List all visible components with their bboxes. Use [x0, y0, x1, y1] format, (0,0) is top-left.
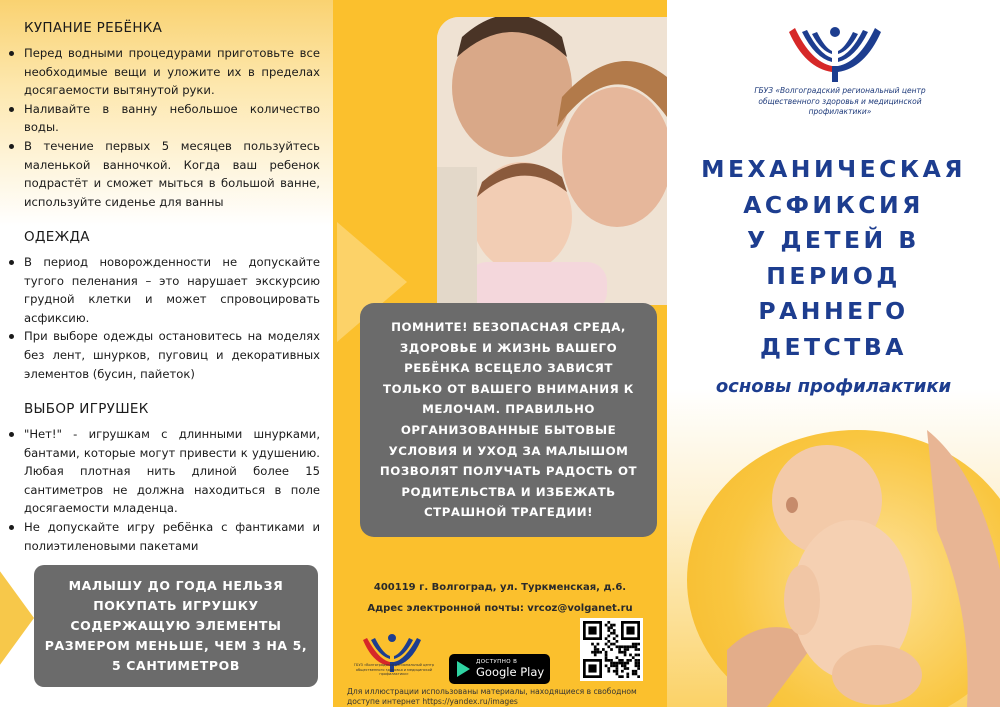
email: Адрес электронной почты: vrcoz@volganet.ru	[367, 603, 633, 614]
family-illustration	[437, 17, 667, 305]
baby-photo	[727, 410, 1000, 707]
list-item: В период новорожденности не допускайте тугого пеленания – это нарушает экскурсию грудной клетки и может спровоцировать асфиксию.	[8, 253, 320, 327]
title-line: МЕХАНИЧЕСКАЯ	[701, 155, 966, 183]
remember-callout: ПОМНИТЕ! БЕЗОПАСНАЯ СРЕДА, ЗДОРОВЬЕ И ЖИЗНЬ ВАШЕГО РЕБЁНКА ВСЕЦЕЛО ЗАВИСЯТ ТОЛЬКО ОТ ВАШЕГО ВНИМАНИЯ К МЕЛОЧАМ. ПРАВИЛЬНО ОРГАНИЗОВАННЫЕ БЫТОВЫЕ УСЛОВИЯ И УХОД ЗА МАЛЫШОМ ПОЗВОЛЯТ ПОЛУЧАТЬ РАДОСТЬ ОТ РОДИТЕЛЬСТВА И ИЗБЕЖАТЬ СТРАШНОЙ ТРАГЕДИИ!	[360, 303, 657, 537]
list-item: Не допускайте игру ребёнка с фантиками и полиэтиленовыми пакетами	[8, 518, 320, 555]
title-line: РАННЕГО	[758, 297, 909, 325]
qr-code[interactable]	[580, 618, 643, 681]
list-item: "Нет!" - игрушкам с длинными шнурками, бантами, которые могут привести к удушению. Любая плотная нить длиной более 15 сантиметров не должна находиться в поле досягаемости младенца.	[8, 425, 320, 518]
bathing-list	[8, 44, 320, 211]
title-line: ПЕРИОД	[766, 261, 901, 290]
clothing-list	[8, 253, 320, 383]
title-line: ДЕТСТВА	[760, 332, 907, 361]
chevron-decoration	[0, 563, 34, 673]
title-line: У ДЕТЕЙ В	[747, 226, 920, 254]
right-panel	[667, 0, 1000, 707]
section-heading-toys: ВЫБОР ИГРУШЕК	[24, 401, 149, 417]
list-item: При выборе одежды остановитесь на моделях без лент, шнурков, пуговиц и декоративных элементов (бусин, пайеток)	[8, 327, 320, 383]
brochure-subtitle: основы профилактики	[715, 376, 952, 397]
left-panel	[0, 0, 333, 707]
google-play-icon	[457, 661, 470, 677]
google-play-small: ДОСТУПНО В	[476, 659, 518, 665]
brochure-title	[667, 152, 1000, 365]
section-heading-clothing: ОДЕЖДА	[24, 229, 90, 245]
google-play-badge[interactable]	[449, 654, 550, 684]
logo-emblem-icon	[787, 20, 882, 90]
title-line: АСФИКСИЯ	[743, 190, 924, 219]
address: 400119 г. Волгоград, ул. Туркменская, д.6.	[373, 582, 627, 593]
list-item: В течение первых 5 месяцев пользуйтесь маленькой ванночкой. Когда ваш ребенок подрастёт и сможет мыться в большой ванне, используйте сиденье для ванны	[8, 137, 320, 211]
mini-logo-caption: ГБУЗ «Волгоградский региональный центр общественного здоровья и медицинской профилактики»	[353, 663, 435, 677]
google-play-big: Google Play	[476, 665, 545, 679]
family-photo	[437, 17, 667, 305]
list-item: Перед водными процедурами приготовьте все необходимые вещи и уложите их в пределах досягаемости вытянутой руки.	[8, 44, 320, 100]
image-credits: Для иллюстрации использованы материалы, находящиеся в свободном доступе интернет https://yandex.ru/images	[347, 687, 637, 706]
toy-size-callout: МАЛЫШУ ДО ГОДА НЕЛЬЗЯ ПОКУПАТЬ ИГРУШКУ СОДЕРЖАЩУЮ ЭЛЕМЕНТЫ РАЗМЕРОМ МЕНЬШЕ, ЧЕМ 3 НА 5, 5 САНТИМЕТРОВ	[34, 565, 318, 687]
toys-list	[8, 425, 320, 555]
list-item: Наливайте в ванну небольшое количество воды.	[8, 100, 320, 137]
middle-panel	[333, 0, 667, 707]
qr-pattern	[583, 621, 640, 678]
logo-emblem-icon	[347, 626, 437, 686]
organization-name: ГБУЗ «Волгоградский региональный центр общественного здоровья и медицинской профилактики»	[754, 86, 926, 116]
section-heading-bathing: КУПАНИЕ РЕБЁНКА	[24, 20, 163, 36]
